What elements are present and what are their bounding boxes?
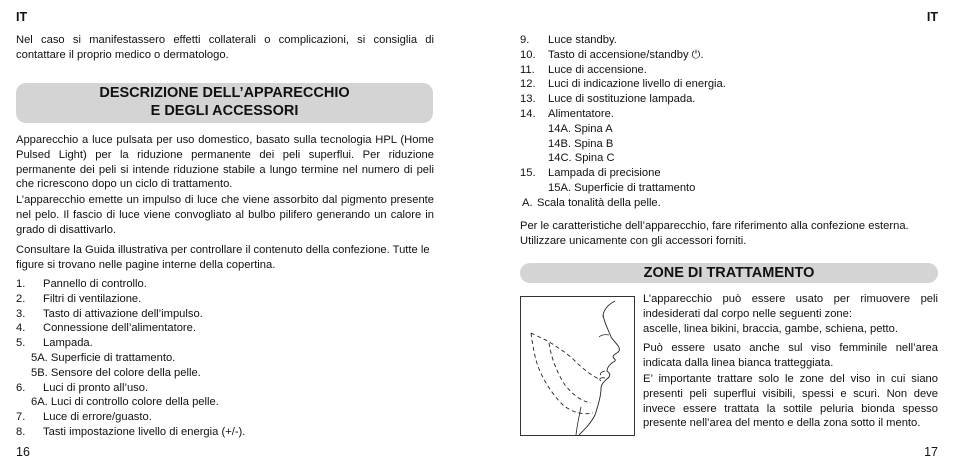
zones-paragraph-1 <box>643 292 938 336</box>
item-number: 14. <box>520 107 536 120</box>
item-text: 5A. Superficie di trattamento. <box>31 351 176 364</box>
description-paragraph-1: Apparecchio a luce pulsata per uso domestico, basato sulla tecnologia HPL (Home Pulsed Light) per la riduzione permanente dei peli superflui. Per riduzione permanente dei peli si intende riduzione stabile a lungo termine nel numero di peli che ricrescono dopo un ciclo di trattamento. <box>16 134 434 191</box>
description-paragraph-3: Consultare la Guida illustrativa per controllare il contenuto della confezione. Tutte le figure si trovano nelle pagine interne della copertina. <box>16 244 430 271</box>
item-number: 11. <box>520 63 535 76</box>
item-number: 5. <box>16 337 26 350</box>
list-item <box>520 48 940 63</box>
list-item <box>16 321 436 336</box>
item-number: 15. <box>520 167 536 180</box>
item-text: Tasto di accensione/standby ⏻. <box>548 48 704 61</box>
list-item <box>520 107 940 122</box>
banner-title-line2: E DEGLI ACCESSORI <box>150 103 299 119</box>
item-text: 15A. Superficie di trattamento <box>548 181 696 194</box>
item-number: 13. <box>520 93 536 106</box>
list-subitem <box>520 137 940 152</box>
description-paragraph-2: L’apparecchio emette un impulso di luce che viene assorbito dal pigmento presente nel pelo. Il fascio di luce viene convogliato al bulbo pilifero generando un calore in grado di disattivarlo. <box>16 194 434 236</box>
components-list-right <box>520 33 940 211</box>
item-text: Luce standby. <box>548 34 617 46</box>
list-item <box>16 336 436 351</box>
zones-paragraph-2: Può essere usato anche sul viso femminile nell’area indicata dalla linea bianca tratteggiata. <box>643 342 938 369</box>
list-item <box>520 92 940 107</box>
item-text: Connessione dell’alimentatore. <box>43 322 196 335</box>
item-number: 4. <box>16 322 26 335</box>
list-subitem <box>520 122 940 137</box>
item-text: Luci di pronto all’uso. <box>43 381 149 394</box>
item-text: 14A. Spina A <box>548 122 613 135</box>
language-label-right: IT <box>926 10 938 24</box>
list-item <box>16 410 436 425</box>
item-text: Luce di errore/guasto. <box>43 411 152 424</box>
list-item <box>16 307 436 322</box>
item-number: 6. <box>16 381 26 394</box>
item-text: 14B. Spina B <box>548 137 614 150</box>
item-text: Alimentatore. <box>548 107 614 120</box>
item-text: 6A. Luci di controllo colore della pelle. <box>31 396 219 409</box>
language-label-left: IT <box>16 10 28 24</box>
zones-list: ascelle, linea bikini, braccia, gambe, schiena, petto. <box>643 322 898 335</box>
components-list-left <box>16 277 436 440</box>
list-item <box>520 77 940 92</box>
face-outline-icon <box>521 297 634 435</box>
list-item <box>520 63 940 78</box>
accessories-note: Per le caratteristiche dell’apparecchio, fare riferimento alla confezione esterna. Utilizzare unicamente con gli accessori forniti. <box>520 220 909 247</box>
list-item <box>16 425 436 440</box>
zones-intro: L’apparecchio può essere usato per rimuovere peli indesiderati dal corpo nelle seguenti zone: <box>643 293 938 320</box>
item-number: 3. <box>16 307 26 320</box>
item-text: Luci di indicazione livello di energia. <box>548 78 726 91</box>
list-subitem <box>520 181 940 196</box>
item-text: Luce di sostituzione lampada. <box>548 93 696 106</box>
section-banner-zones: ZONE DI TRATTAMENTO <box>520 263 938 283</box>
list-subitem <box>16 395 436 410</box>
item-text: Scala tonalità della pelle. <box>537 196 661 209</box>
list-item <box>16 292 436 307</box>
right-page <box>477 0 954 470</box>
item-text: Pannello di controllo. <box>43 278 147 290</box>
list-item <box>16 381 436 396</box>
item-text: 5B. Sensore del colore della pelle. <box>31 366 201 379</box>
item-number: 2. <box>16 292 26 305</box>
item-text: Filtri di ventilazione. <box>43 292 142 305</box>
page-number-left: 16 <box>16 445 30 459</box>
list-item <box>520 33 940 48</box>
list-subitem <box>520 151 940 166</box>
list-item <box>520 166 940 181</box>
intro-paragraph: Nel caso si manifestassero effetti collaterali o complicazioni, si consiglia di contattare il proprio medico o dermatologo. <box>16 34 434 61</box>
item-text: Tasti impostazione livello di energia (+/-). <box>43 425 246 438</box>
face-illustration <box>520 296 635 436</box>
page-number-right: 17 <box>924 445 938 459</box>
item-number: 7. <box>16 411 26 424</box>
item-number: 8. <box>16 425 26 438</box>
item-text: Luce di accensione. <box>548 63 647 76</box>
banner-title-line1: DESCRIZIONE DELL’APPARECCHIO <box>99 85 350 101</box>
item-number: 9. <box>520 34 530 46</box>
item-text: 14C. Spina C <box>548 152 615 165</box>
section-banner-description <box>16 83 433 123</box>
item-number: 10. <box>520 48 536 61</box>
item-text: Lampada. <box>43 337 93 350</box>
item-number: 12. <box>520 78 536 91</box>
item-text: Tasto di attivazione dell’impulso. <box>43 307 203 320</box>
list-subitem <box>16 351 436 366</box>
list-item <box>16 277 436 292</box>
item-text: Lampada di precisione <box>548 167 661 180</box>
list-subitem <box>16 366 436 381</box>
item-number: 1. <box>16 278 26 290</box>
item-number: A. <box>522 196 533 209</box>
zones-paragraph-3: E’ importante trattare solo le zone del viso in cui siano presenti peli superflui visibili, spessi e scuri. Non deve invece essere trattata la sottile peluria bionda spesso presente nell’area del mento e della zona sotto il mento. <box>643 373 938 430</box>
list-item <box>519 196 940 211</box>
